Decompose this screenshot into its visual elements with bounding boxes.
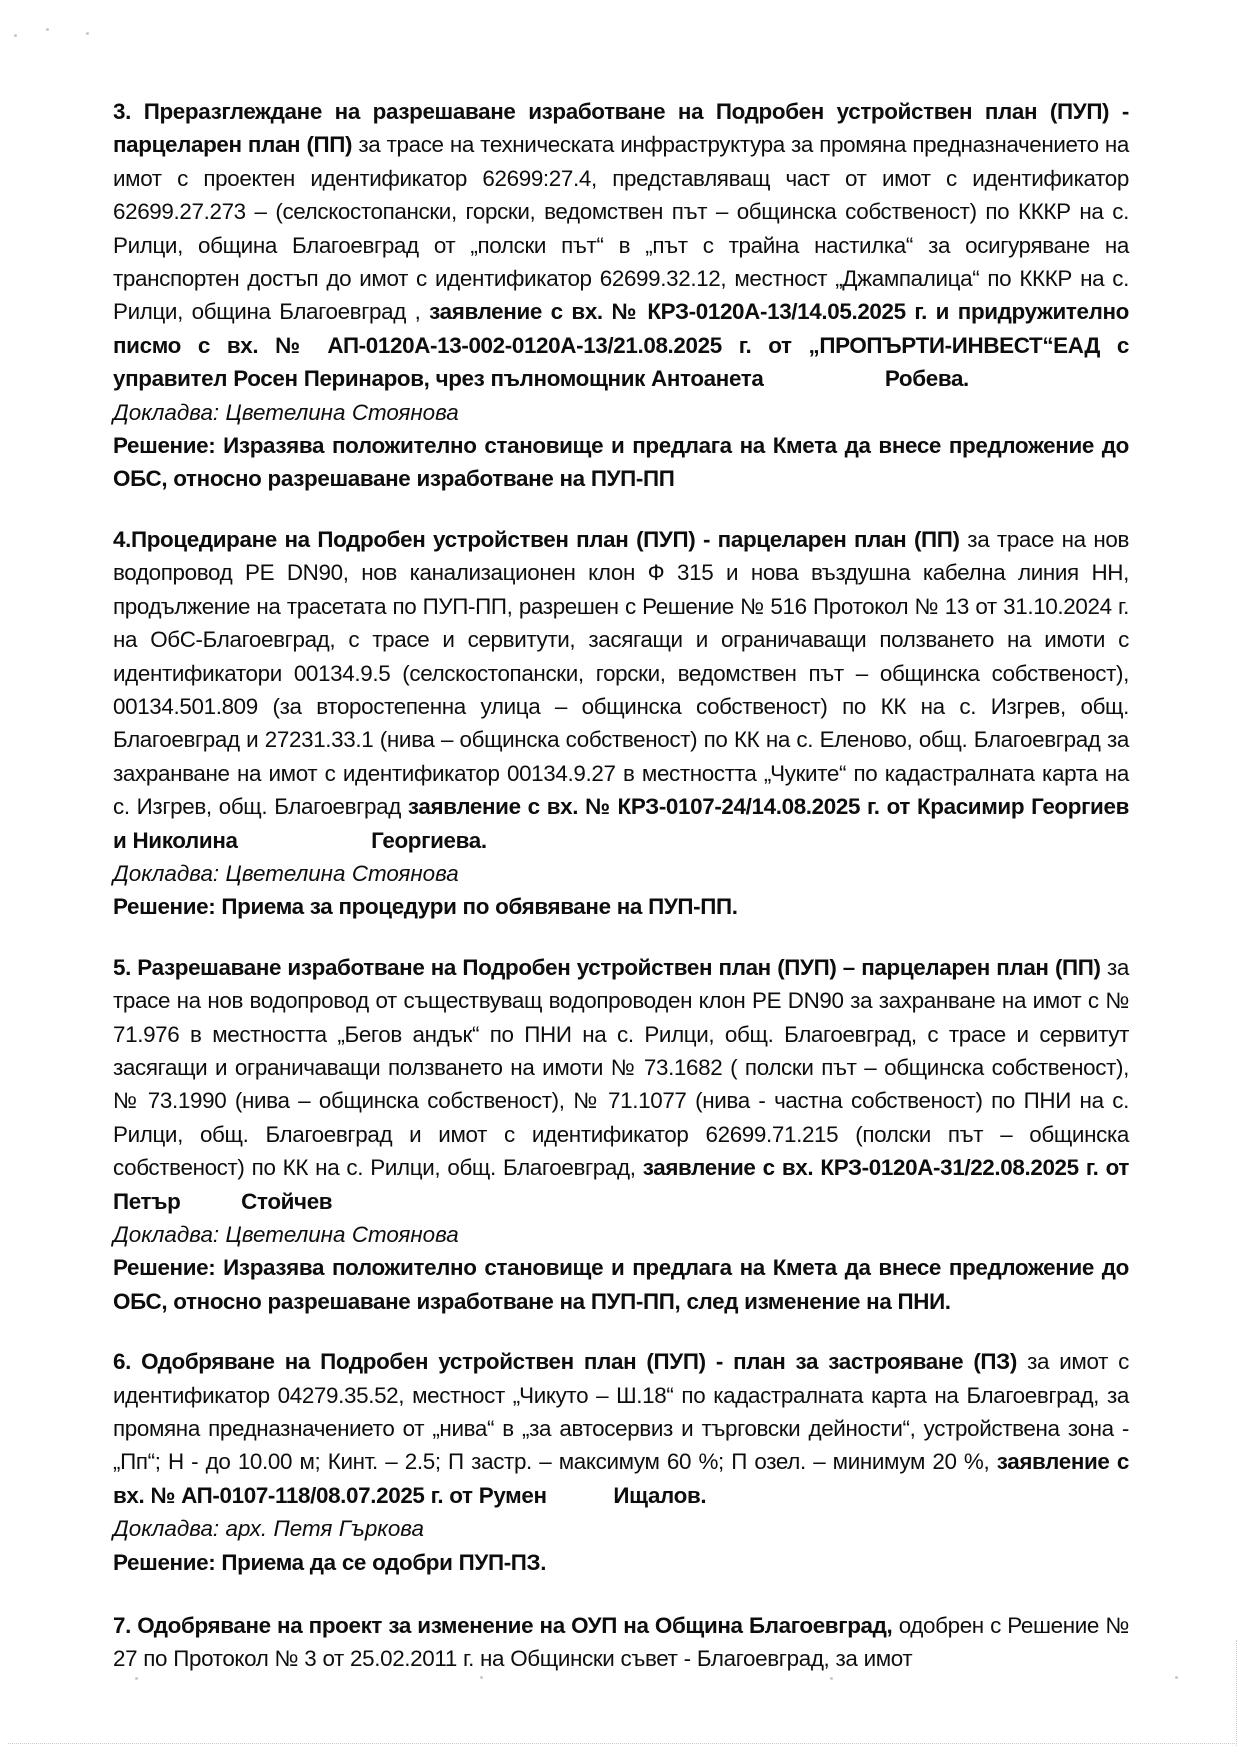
agenda-item-3-heading: 3. Преразглеждане на разрешаване изработване на Подробен устройствен план (ПУП) - парцеларен план (ПП) <box>113 99 1129 158</box>
scan-edge-artifact-right <box>1236 1640 1237 1746</box>
scan-speck <box>14 34 17 37</box>
agenda-item-4 <box>113 523 1129 924</box>
agenda-item-5 <box>113 951 1129 1318</box>
agenda-item-5-decision-line: Решение: Изразява положително становище и предлага на Кмета да внесе предложение до ОБС, относно разрешаване изработване на ПУП-ПП, след изменение на ПНИ. <box>113 1255 1129 1314</box>
agenda-item-4-paragraph <box>113 523 1129 857</box>
agenda-item-3-body: за трасе на техническата инфраструктура за промяна предназначението на имот с проектен идентификатор 62699:27.4, представляващ част от имот с идентификатор 62699.27.273 – (селскостопански, горски, ведомствен път – общинска собственост) по КККР на с. Рилци, община Благоевград от „полски път“ в „път с трайна настилка“ за осигуряване на транспортен достъп до имот с идентификатор 62699.32.12, местност „Джампалица“ по КККР на с. Рилци, община Благоевград , <box>113 132 1129 325</box>
agenda-item-4-reporter-line: Докладва: Цветелина Стоянова <box>113 860 459 886</box>
agenda-item-3-reporter-line: Докладва: Цветелина Стоянова <box>113 399 459 425</box>
agenda-item-7 <box>113 1609 1129 1676</box>
agenda-item-7-body: одобрен с Решение № 27 по Протокол № 3 от 25.02.2011 г. на Общински съвет - Благоевград, за имот <box>113 1613 1129 1672</box>
agenda-item-5-heading: 5. Разрешаване изработване на Подробен устройствен план (ПУП) – парцеларен план (ПП) <box>113 954 1101 980</box>
agenda-item-7-heading: 7. Одобряване на проект за изменение на ОУП на Община Благоевград, <box>113 1613 893 1639</box>
agenda-item-4-decision-line: Решение: Приема за процедури по обявяване на ПУП-ПП. <box>113 894 738 920</box>
scan-speck <box>1175 1676 1178 1679</box>
agenda-item-4-heading: 4.Процедиране на Подробен устройствен план (ПУП) - парцеларен план (ПП) <box>113 526 960 552</box>
agenda-item-4-application: заявление с вх. № КРЗ-0107-24/14.08.2025 г. от Красимир Георгиев и Николина Георгиева. <box>113 794 1129 853</box>
agenda-item-5-application: заявление с вх. КРЗ-0120А-31/22.08.2025 г. от Петър Стойчев <box>113 1155 1130 1214</box>
agenda-item-5-reporter-line: Докладва: Цветелина Стоянова <box>113 1222 459 1247</box>
document-text-column <box>113 95 1129 1703</box>
agenda-item-6 <box>113 1345 1129 1579</box>
agenda-item-6-paragraph <box>113 1345 1129 1512</box>
agenda-item-3-application: заявление с вх. № КРЗ-0120А-13/14.05.2025 г. и придружително писмо с вх. № АП-0120А-13-002-0120А-13/21.08.2025 г. от „ПРОПЪРТИ-ИНВЕСТ“ЕАД с управител Росен Перинаров, чрез пълномощник Антоанета Робева. <box>113 299 1129 392</box>
agenda-item-3-paragraph <box>113 95 1129 396</box>
agenda-item-6-reporter-line: Докладва: арх. Петя Гъркова <box>113 1516 424 1542</box>
agenda-item-7-paragraph <box>113 1609 1129 1676</box>
agenda-item-6-decision-line: Решение: Приема да се одобри ПУП-ПЗ. <box>113 1549 547 1575</box>
scan-speck <box>86 32 89 35</box>
agenda-item-3-decision-line: Решение: Изразява положително становище и предлага на Кмета да внесе предложение до ОБС, относно разрешаване изработване на ПУП-ПП <box>113 433 1129 492</box>
agenda-item-4-body: за трасе на нов водопровод РЕ DN90, нов канализационен клон Ф 315 и нова въздушна кабелна линия НН, продължение на трасетата по ПУП-ПП, разрешен с Решение № 516 Протокол № 13 от 31.10.2024 г. на ОбС-Благоевград, с трасе и сервитути, засягащи и ограничаващи ползването на имоти с идентификатори 00134.9.5 (селскостопански, горски, ведомствен път – общинска собственост), 00134.501.809 (за второстепенна улица – общинска собственост) по КК на с. Изгрев, общ. Благоевград и 27231.33.1 (нива – общинска собственост) по КК на с. Еленово, общ. Благоевград за захранване на имот с идентификатор 00134.9.27 в местността „Чуките“ по кадастралната карта на с. Изгрев, общ. Благоевград <box>113 526 1129 820</box>
agenda-item-3 <box>113 95 1129 496</box>
agenda-item-5-body: за трасе на нов водопровод от съществуващ водопроводен клон РЕ DN90 за захранване на имот с № 71.976 в местността „Бегов андък“ по ПНИ на с. Рилци, общ. Благоевград, с трасе и сервитут засягащи и ограничаващи ползването на имоти № 73.1682 ( полски път – общинска собственост), № 73.1990 (нива – общинска собственост), № 71.1077 (нива - частна собственост) по ПНИ на с. Рилци, общ. Благоевград и имот с идентификатор 62699.71.215 (полски път – общинска собственост) по КК на с. Рилци, общ. Благоевград, <box>113 954 1129 1181</box>
agenda-item-6-application: заявление с вх. № АП-0107-118/08.07.2025 г. от Румен Ищалов. <box>113 1449 1129 1508</box>
scan-edge-artifact-bottom <box>8 1743 1235 1744</box>
agenda-item-6-heading: 6. Одобряване на Подробен устройствен план (ПУП) - план за застрояване (ПЗ) <box>113 1349 1017 1375</box>
agenda-item-6-body: за имот с идентификатор 04279.35.52, местност „Чикуто – Ш.18“ по кадастралната карта на Благоевград, за промяна предназначението от „нива“ в „за автосервиз и търговски дейности“, устройствена зона - „Пп“; Н - до 10.00 м; Кинт. – 2.5; П застр. – максимум 60 %; П озел. – минимум 20 %, <box>113 1349 1129 1475</box>
scan-speck <box>46 28 49 31</box>
agenda-item-5-paragraph <box>113 951 1129 1218</box>
